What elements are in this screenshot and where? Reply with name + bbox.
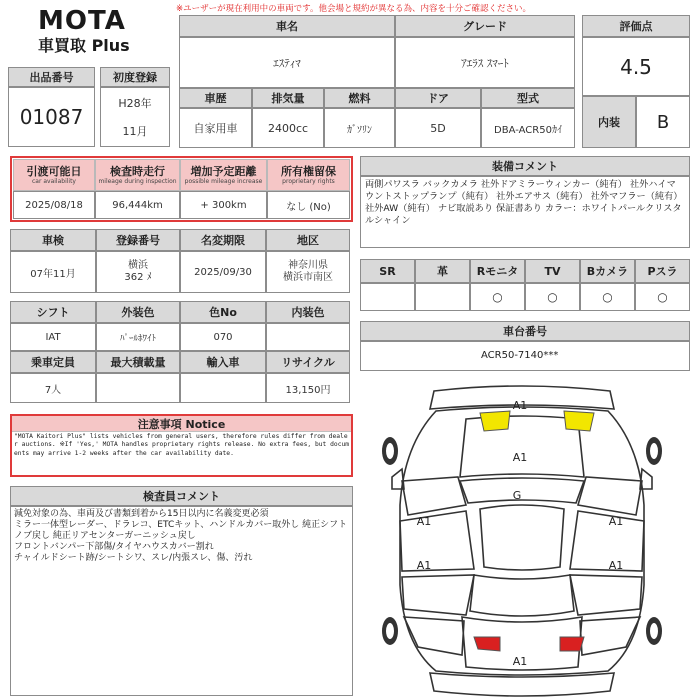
history: 自家用車: [179, 108, 252, 148]
increase-header: [180, 159, 267, 191]
ext-color-label: 外装色: [96, 301, 180, 323]
region-line2: 横浜市南区: [283, 272, 333, 283]
option-bcamera-label: Bカメラ: [580, 259, 635, 283]
listing-no-label: 出品番号: [8, 67, 95, 87]
model-label: 型式: [481, 88, 575, 108]
logo-brand: MOTA: [38, 6, 126, 36]
plate-line1: 横浜: [128, 260, 148, 271]
chassis-title: 車台番号: [360, 321, 690, 341]
ext-color: ﾊﾟｰﾙﾎﾜｲﾄ: [96, 323, 180, 351]
history-label: 車歴: [179, 88, 252, 108]
inspector-title: 検査員コメント: [10, 486, 353, 506]
damage-right-front-door: A1: [608, 515, 624, 528]
region-line1: 神奈川県: [288, 260, 328, 271]
car-name: ｴｽﾃｨﾏ: [179, 37, 395, 88]
capacity: 7人: [10, 373, 96, 403]
damage-left-front-door: A1: [416, 515, 432, 528]
int-color-label: 内装色: [266, 301, 350, 323]
first-reg-month: 11月: [122, 125, 148, 138]
mota-logo: [38, 6, 158, 58]
option-tv-value: ○: [525, 283, 580, 311]
car-name-label: 車名: [179, 15, 395, 37]
shift-label: シフト: [10, 301, 96, 323]
model: DBA-ACR50ｶｲ: [481, 108, 575, 148]
inspector-line-2: ミラー一体型レーダー、ドラレコ、ETCキット、ハンドルカバー取外し 純正シフトノブ戻し 純正リアセンターガーニッシュ戻し: [14, 520, 348, 541]
availability-date-label: 引渡可能日: [26, 164, 82, 178]
plate: [96, 251, 180, 293]
option-rmonitor-label: Rモニタ: [470, 259, 525, 283]
capacity-label: 乗車定員: [10, 351, 96, 373]
rights: なし (No): [267, 191, 350, 219]
deadline: 2025/09/30: [180, 251, 266, 293]
rights-label-en: proprietary rights: [282, 177, 335, 185]
import-label: 輸入車: [180, 351, 266, 373]
score: 4.5: [582, 37, 690, 96]
increase-label: 増加予定距離: [190, 164, 257, 178]
option-tv-label: TV: [525, 259, 580, 283]
displacement-label: 排気量: [252, 88, 324, 108]
damage-left-rear-door: A1: [416, 559, 432, 572]
displacement: 2400cc: [252, 108, 324, 148]
availability-date-label-en: car availability: [32, 177, 76, 185]
top-notice: ※ユーザーが現在利用中の車両です。他会場と規約が異なる為、内容を十分ご確認ください。: [176, 4, 531, 14]
caution-text: "MOTA Kaitori Plus" lists vehicles from general users, therefore rules differ from dealer auctions. ※If 'Yes,' MOTA handles proprietary rights release. No extra fees, but documents may arrive 1-2 weeks after the car availability date.: [14, 433, 350, 457]
color-no: 070: [180, 323, 266, 351]
option-rmonitor-value: ○: [470, 283, 525, 311]
inspector-body: [10, 506, 353, 696]
first-reg-label: 初度登録: [100, 67, 170, 87]
logo-subtitle: 車買取 Plus: [38, 36, 130, 55]
option-bcamera-value: ○: [580, 283, 635, 311]
option-pslide-value: ○: [635, 283, 690, 311]
option-leather-value: [415, 283, 470, 311]
doors-label: ドア: [395, 88, 481, 108]
recycle: 13,150円: [266, 373, 350, 403]
interior-label: 内装: [582, 96, 636, 148]
mileage-label: 検査時走行: [110, 164, 165, 178]
availability-date: 2025/08/18: [13, 191, 95, 219]
int-color: [266, 323, 350, 351]
region-label: 地区: [266, 229, 350, 251]
doors: 5D: [395, 108, 481, 148]
grade: ｱｴﾗｽ ｽﾏｰﾄ: [395, 37, 575, 88]
option-pslide-label: Pスラ: [635, 259, 690, 283]
inspector-line-1: 減免対象の為、車両及び書類到着から15日以内に名義変更必須: [14, 509, 269, 519]
equipment-text: 両側パワスラ バックカメラ 社外ドアミラーウィンカー（純有） 社外ハイマウントストップランプ（純有） 社外エアサス（純有） 社外マフラー（純有） 社外AW（純有） ナビ取説あり 保証書あり カラー：ホワイトパールクリスタルシャイン: [360, 176, 690, 248]
recycle-label: リサイクル: [266, 351, 350, 373]
import: [180, 373, 266, 403]
max-load: [96, 373, 180, 403]
increase: + 300km: [180, 191, 267, 219]
score-label: 評価点: [582, 15, 690, 37]
damage-hood: A1: [512, 451, 528, 464]
listing-no: 01087: [8, 87, 95, 147]
option-sr-value: [360, 283, 415, 311]
grade-label: グレード: [395, 15, 575, 37]
chassis-value: ACR50-7140***: [360, 341, 690, 371]
rights-header: [267, 159, 350, 191]
equipment-title: 装備コメント: [360, 156, 690, 176]
mileage: 96,444km: [95, 191, 180, 219]
increase-label-en: possible mileage increase: [184, 177, 263, 185]
shaken-label: 車検: [10, 229, 96, 251]
damage-front-bumper: A1: [512, 399, 528, 412]
color-no-label: 色No: [180, 301, 266, 323]
mileage-header: [95, 159, 180, 191]
option-sr-label: SR: [360, 259, 415, 283]
availability-date-header: [13, 159, 95, 191]
shift: IAT: [10, 323, 96, 351]
interior: B: [636, 96, 690, 148]
inspector-line-3: フロントバンパー下部傷/タイヤハウスカバー割れ: [14, 542, 214, 552]
damage-rear-bumper: A1: [512, 655, 528, 668]
damage-roof: G: [512, 489, 522, 502]
fuel: ｶﾞｿﾘﾝ: [324, 108, 395, 148]
plate-line2: 362 ﾒ: [124, 272, 152, 283]
inspector-line-4: チャイルドシート跡/シートシワ、スレ/内張スレ、傷、汚れ: [14, 553, 253, 563]
fuel-label: 燃料: [324, 88, 395, 108]
region: [266, 251, 350, 293]
mileage-label-en: mileage during inspection: [98, 177, 177, 185]
car-damage-diagram: [362, 385, 692, 697]
caution-title: 注意事項 Notice: [12, 416, 351, 432]
shaken: 07年11月: [10, 251, 96, 293]
plate-label: 登録番号: [96, 229, 180, 251]
damage-right-rear-door: A1: [608, 559, 624, 572]
option-leather-label: 革: [415, 259, 470, 283]
max-load-label: 最大積載量: [96, 351, 180, 373]
first-reg-year: H28年: [118, 97, 152, 110]
rights-label: 所有権留保: [281, 164, 336, 178]
first-reg-box: [100, 87, 170, 147]
deadline-label: 名変期限: [180, 229, 266, 251]
